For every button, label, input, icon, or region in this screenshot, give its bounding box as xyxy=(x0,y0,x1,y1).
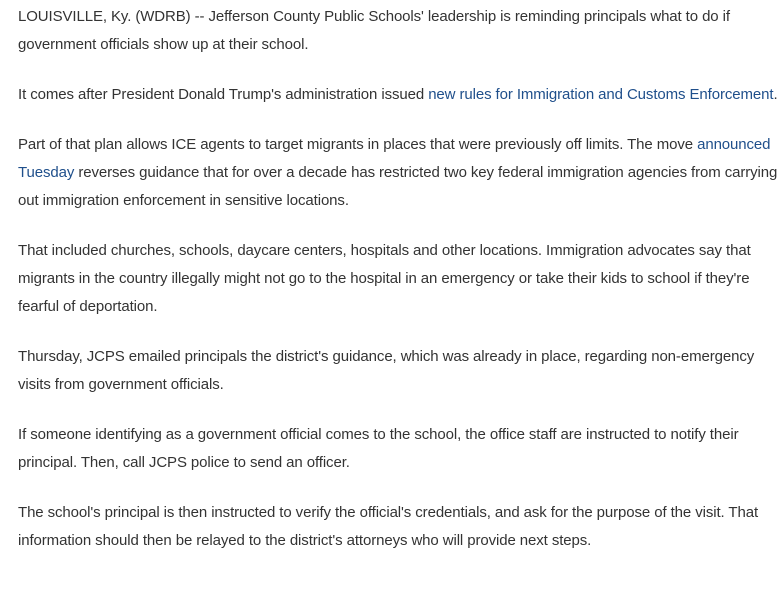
article-paragraph-6 xyxy=(18,421,778,477)
paragraph-text: Part of that plan allows ICE agents to target migrants in places that were previously off limits. The move xyxy=(18,136,698,153)
paragraph-text: . xyxy=(773,86,778,103)
paragraph-text: That included churches, schools, daycare centers, hospitals and other locations. Immigration advocates say that migrants in the country illegally might not go to the hospital in an emergency or take their kids to school if they're fearful of deportation. xyxy=(18,242,751,315)
paragraph-text: The school's principal is then instructed to verify the official's credentials, and ask for the purpose of the visit. That information should then be relayed to the district's attorneys who will provide next steps. xyxy=(18,504,759,549)
paragraph-text: Thursday, JCPS emailed principals the district's guidance, which was already in place, regarding non-emergency visits from government officials. xyxy=(18,348,755,393)
ice-rules-link[interactable]: new rules for Immigration and Customs Enforcement xyxy=(428,86,774,103)
paragraph-text: If someone identifying as a government official comes to the school, the office staff are instructed to notify their principal. Then, call JCPS police to send an officer. xyxy=(18,426,739,471)
article-paragraph-3 xyxy=(18,131,778,215)
article-paragraph-2 xyxy=(18,81,778,109)
article-paragraph-4 xyxy=(18,237,778,321)
article-paragraph-1 xyxy=(18,3,778,59)
paragraph-text: It comes after President Donald Trump's administration issued xyxy=(18,86,429,103)
announced-tuesday-link[interactable]: announced Tuesday xyxy=(18,136,771,181)
paragraph-text: LOUISVILLE, Ky. (WDRB) -- Jefferson County Public Schools' leadership is reminding principals what to do if government officials show up at their school. xyxy=(18,8,730,53)
article-paragraph-5 xyxy=(18,343,778,399)
article-paragraph-7 xyxy=(18,499,778,555)
paragraph-text: reverses guidance that for over a decade has restricted two key federal immigration agencies from carrying out immigration enforcement in sensitive locations. xyxy=(18,164,778,209)
article-body xyxy=(18,3,778,577)
